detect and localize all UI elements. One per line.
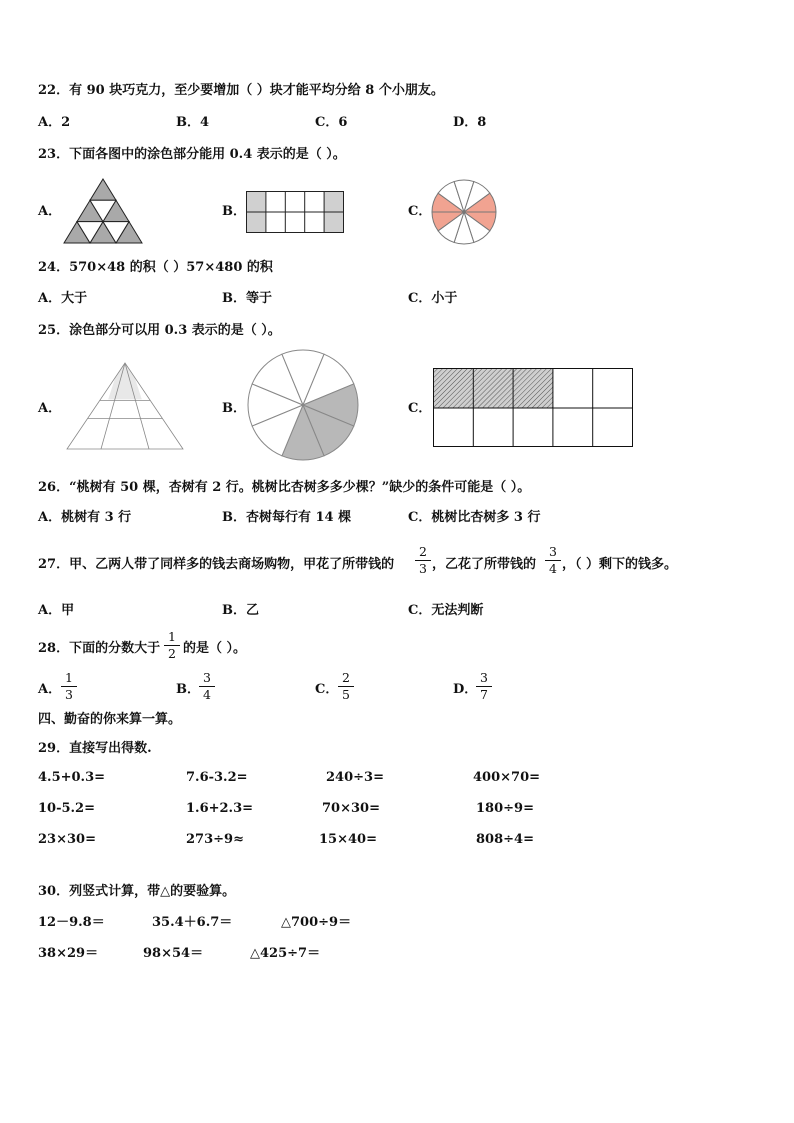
q27-stem-part3: ，（ ）剩下的钱多。	[562, 557, 678, 572]
q28-option-c-numerator: 2	[342, 670, 350, 685]
q27-fraction-1	[415, 545, 431, 576]
q28-option-a-fraction[interactable]	[61, 671, 77, 702]
q26-option-a[interactable]: A．桃树有 3 行	[38, 510, 132, 525]
q23-stem: 23．下面各图中的涂色部分能用 0.4 表示的是（ ）。	[38, 147, 346, 162]
q26-option-c[interactable]: C．桃树比杏树多 3 行	[408, 510, 541, 525]
q30-stem: 30．列竖式计算，带△的要验算。	[38, 884, 236, 899]
q28-option-b-fraction[interactable]	[199, 671, 215, 702]
q28-option-d[interactable]: D．	[453, 682, 478, 697]
q30-item: 35.4＋6.7＝	[152, 915, 233, 930]
q28-option-a[interactable]: A．	[38, 682, 62, 697]
q23-grid-figure	[246, 191, 344, 233]
q25-grid-figure	[433, 368, 634, 448]
q28-option-d-numerator: 3	[480, 670, 488, 685]
q25-stem: 25．涂色部分可以用 0.3 表示的是（ ）。	[38, 323, 281, 338]
q28-option-d-denominator: 7	[480, 687, 488, 702]
q28-option-b-denominator: 4	[203, 687, 211, 702]
q29-item: 1.6+2.3=	[186, 801, 254, 816]
q23-circle-figure	[431, 179, 497, 245]
q23-triangle-figure	[64, 178, 142, 244]
q29-item: 15×40=	[319, 832, 377, 847]
q30-item: 12－9.8＝	[38, 915, 105, 930]
q28-stem-fraction-denominator: 2	[168, 646, 176, 661]
q27-stem-part2: ，乙花了所带钱的	[432, 557, 537, 572]
q26-option-b[interactable]: B．杏树每行有 14 棵	[222, 510, 352, 525]
q29-item: 10-5.2=	[38, 801, 95, 816]
q30-item: 38×29＝	[38, 946, 99, 961]
q28-option-b[interactable]: B．	[176, 682, 200, 697]
q22-option-d[interactable]: D．8	[453, 115, 487, 130]
q23-option-b[interactable]: B．	[222, 204, 246, 219]
q26-stem: 26．“桃树有 50 棵，杏树有 2 行。桃树比杏树多多少棵？”缺少的条件可能是（ ）。	[38, 480, 531, 495]
q22-option-c[interactable]: C．6	[315, 115, 348, 130]
q27-option-c[interactable]: C．无法判断	[408, 603, 484, 618]
q29-item: 7.6-3.2=	[186, 770, 248, 785]
q27-fraction-1-denominator: 3	[419, 561, 427, 576]
q28-option-a-numerator: 1	[65, 670, 73, 685]
q30-item: △425÷7＝	[250, 946, 321, 961]
q27-option-b[interactable]: B．乙	[222, 603, 259, 618]
q24-stem: 24．570×48 的积（ ）57×480 的积	[38, 260, 273, 275]
section-4-title: 四、勤奋的你来算一算。	[38, 712, 182, 727]
q25-triangle-figure	[66, 362, 184, 450]
q29-item: 240÷3=	[326, 770, 384, 785]
q28-option-c[interactable]: C．	[315, 682, 339, 697]
q22-option-a[interactable]: A．2	[38, 115, 71, 130]
q27-fraction-2-numerator: 3	[549, 544, 557, 559]
q27-fraction-2	[545, 545, 561, 576]
q24-option-a[interactable]: A．大于	[38, 291, 88, 306]
q27-stem-part1: 27．甲、乙两人带了同样多的钱去商场购物，甲花了所带钱的	[38, 557, 395, 572]
q29-item: 4.5+0.3=	[38, 770, 106, 785]
q29-item: 273÷9≈	[186, 832, 244, 847]
q28-option-d-fraction[interactable]	[476, 671, 492, 702]
q28-option-b-numerator: 3	[203, 670, 211, 685]
q29-item: 180÷9=	[476, 801, 534, 816]
q23-option-c[interactable]: C．	[408, 204, 432, 219]
q28-stem-fraction-numerator: 1	[168, 629, 176, 644]
q25-option-c[interactable]: C．	[408, 401, 432, 416]
q28-stem-part2: 的是（ ）。	[183, 641, 247, 656]
q28-option-c-denominator: 5	[342, 687, 350, 702]
q27-fraction-2-denominator: 4	[549, 561, 557, 576]
q29-stem: 29．直接写出得数.	[38, 741, 152, 756]
q25-circle-figure	[247, 349, 359, 461]
q30-item: 98×54＝	[143, 946, 204, 961]
q28-option-a-denominator: 3	[65, 687, 73, 702]
q29-item: 70×30=	[322, 801, 380, 816]
q27-fraction-1-numerator: 2	[419, 544, 427, 559]
q22-option-b[interactable]: B．4	[176, 115, 210, 130]
q23-option-a[interactable]: A．	[38, 204, 62, 219]
q28-stem-part1: 28．下面的分数大于	[38, 641, 161, 656]
q29-item: 808÷4=	[476, 832, 534, 847]
q30-item: △700÷9＝	[281, 915, 352, 930]
q28-option-c-fraction[interactable]	[338, 671, 354, 702]
q22-stem: 22．有 90 块巧克力，至少要增加（ ）块才能平均分给 8 个小朋友。	[38, 83, 444, 98]
q28-stem-fraction	[164, 630, 180, 661]
q25-option-b[interactable]: B．	[222, 401, 246, 416]
q29-item: 400×70=	[473, 770, 541, 785]
q25-option-a[interactable]: A．	[38, 401, 62, 416]
q29-item: 23×30=	[38, 832, 96, 847]
q27-option-a[interactable]: A．甲	[38, 603, 75, 618]
q24-option-c[interactable]: C．小于	[408, 291, 458, 306]
q24-option-b[interactable]: B．等于	[222, 291, 272, 306]
